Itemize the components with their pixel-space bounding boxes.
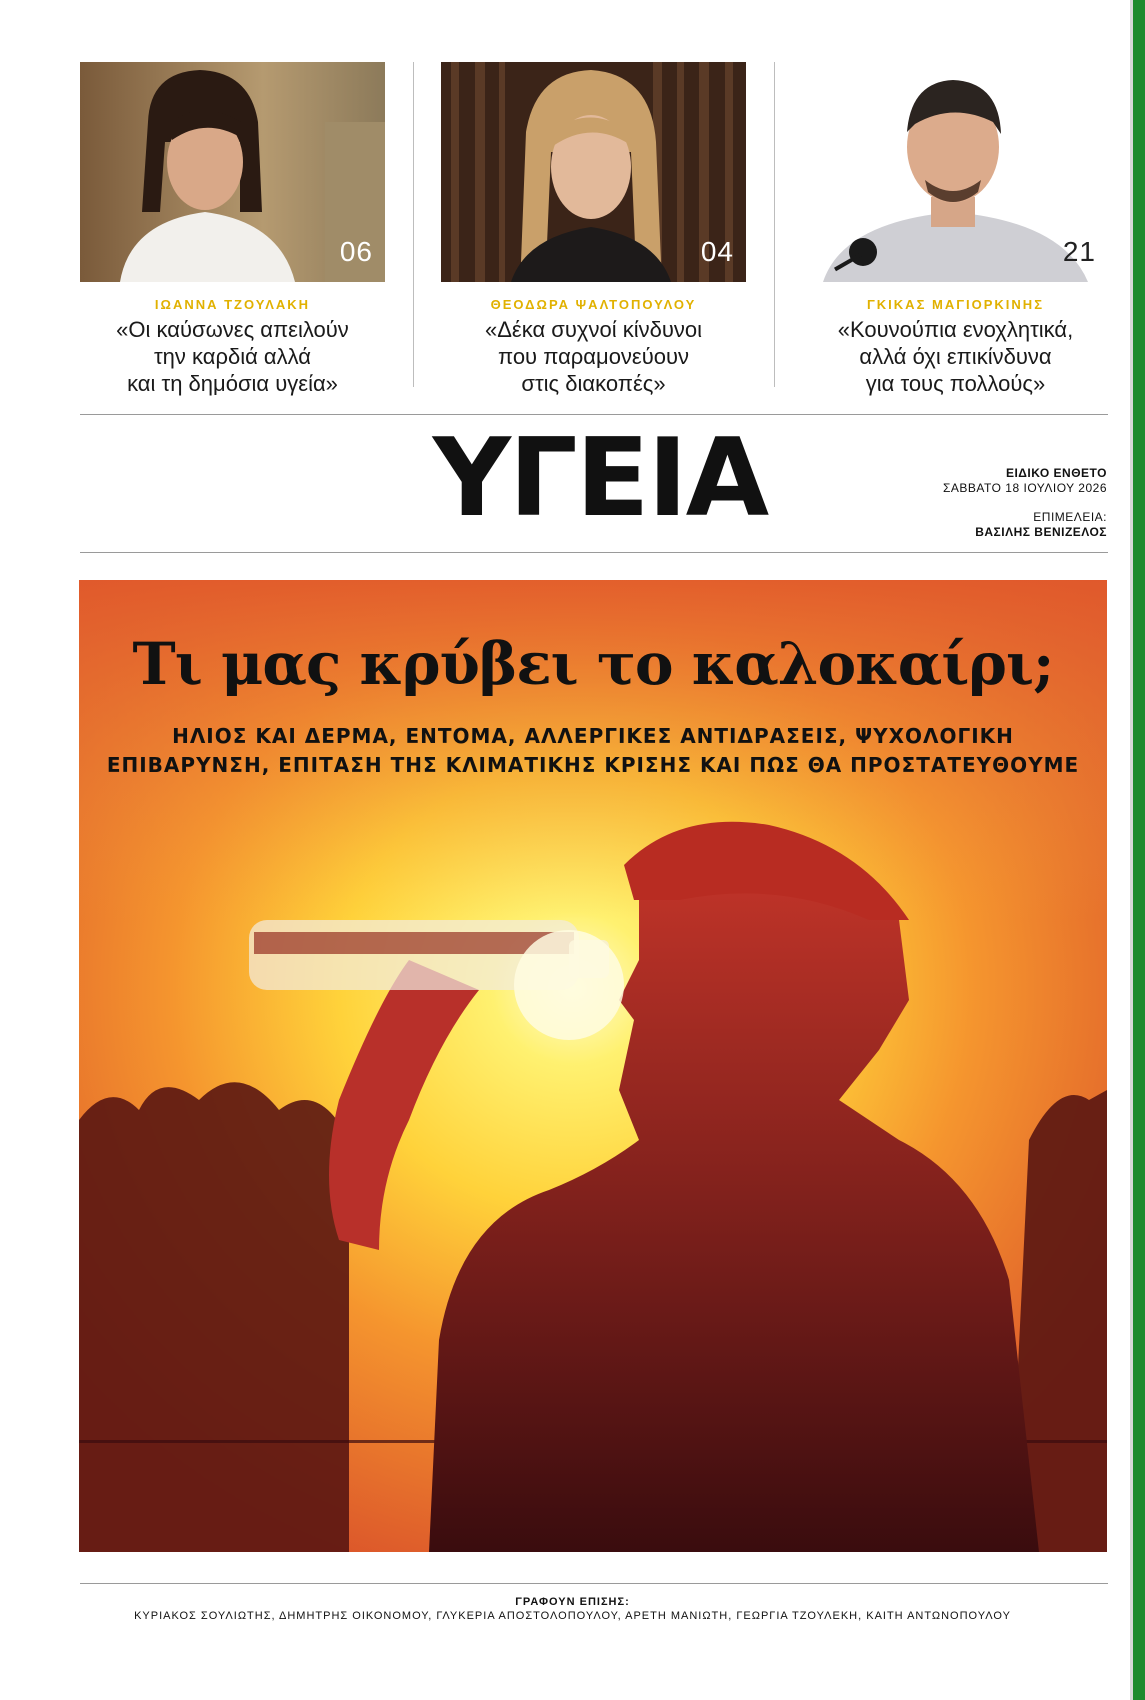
teaser-3-photo <box>803 62 1108 282</box>
hero-image[interactable] <box>79 580 1107 1552</box>
subhead-line: ΕΠΙΒΑΡΥΝΣΗ, ΕΠΙΤΑΣΗ ΤΗΣ ΚΛΙΜΑΤΙΚΗΣ ΚΡΙΣΗΣ ΚΑΙ ΠΩΣ ΘΑ ΠΡΟΣΤΑΤΕΥΘΟΥΜΕ <box>106 753 1080 777</box>
masthead-top-rule <box>80 414 1108 415</box>
contributors-list: ΚΥΡΙΑΚΟΣ ΣΟΥΛΙΩΤΗΣ, ΔΗΜΗΤΡΗΣ ΟΙΚΟΝΟΜΟΥ, ΓΛΥΚΕΡΙΑ ΑΠΟΣΤΟΛΟΠΟΥΛΟΥ, ΑΡΕΤΗ ΜΑΝΙΩΤΗ, ΓΕΩΡΓΙΑ ΤΖΟΥΛΕΚΗ, ΚΑΙΤΗ ΑΝΤΩΝΟΠΟΥΛΟΥ <box>134 1610 1011 1622</box>
contributors-label: ΓΡΑΦΟΥΝ ΕΠΙΣΗΣ: <box>515 1596 630 1608</box>
teaser-2[interactable] <box>441 62 746 396</box>
column-divider <box>774 62 775 387</box>
quote-line: «Δέκα συχνοί κίνδυνοι <box>485 317 702 342</box>
editor-name-text: ΒΑΣΙΛΗΣ ΒΕΝΙΖΕΛΟΣ <box>975 525 1107 539</box>
editor-name <box>975 525 1107 539</box>
issue-date: ΣΑΒΒΑΤΟ 18 ΙΟΥΛΙΟΥ 2026 <box>942 481 1107 495</box>
teaser-1-page-number: 06 <box>339 236 373 267</box>
teaser-3-author: ΓΚΙΚΑΣ ΜΑΓΙΟΡΚΙΝΗΣ <box>866 297 1044 312</box>
subhead-line: ΗΛΙΟΣ ΚΑΙ ΔΕΡΜΑ, ΕΝΤΟΜΑ, ΑΛΛΕΡΓΙΚΕΣ ΑΝΤΙΔΡΑΣΕΙΣ, ΨΥΧΟΛΟΓΙΚΗ <box>172 724 1014 748</box>
quote-line: και τη δημόσια υγεία» <box>127 371 338 396</box>
teaser-3-page-number: 21 <box>1062 236 1096 267</box>
section-title: ΥΓΕΙΑ <box>432 416 768 541</box>
quote-line: αλλά όχι επικίνδυνα <box>859 344 1052 369</box>
teaser-1-author: ΙΩΑΝΝΑ ΤΖΟΥΛΑΚΗ <box>154 297 311 312</box>
teaser-1[interactable] <box>80 62 385 396</box>
teaser-2-page-number: 04 <box>700 236 734 267</box>
editor-label: ΕΠΙΜΕΛΕΙΑ: <box>1033 510 1107 524</box>
teaser-2-author: ΘΕΟΔΩΡΑ ΨΑΛΤΟΠΟΥΛΟΥ <box>490 297 697 312</box>
supplement-label <box>1006 466 1107 480</box>
teaser-2-photo <box>441 62 746 282</box>
teaser-1-photo <box>80 62 385 282</box>
quote-line: «Κουνούπια ενοχλητικά, <box>837 317 1074 342</box>
quote-line: στις διακοπές» <box>521 371 666 396</box>
quote-line: «Οι καύσωνες απειλούν <box>116 317 349 342</box>
quote-line: που παραμονεύουν <box>497 344 690 369</box>
cover-headline: Τι μας κρύβει το καλοκαίρι; <box>132 630 1054 698</box>
teaser-1-quote <box>80 316 385 397</box>
supplement-text: ΕΙΔΙΚΟ ΕΝΘΕΤΟ <box>1005 466 1107 480</box>
teaser-3-quote <box>803 316 1108 397</box>
cover-subhead <box>79 722 1107 780</box>
footer-rule <box>80 1583 1108 1584</box>
teaser-2-quote <box>441 316 746 397</box>
column-divider <box>413 62 414 387</box>
teaser-3[interactable] <box>803 62 1108 396</box>
quote-line: την καρδιά αλλά <box>153 344 312 369</box>
masthead-bottom-rule <box>80 552 1108 553</box>
page-edge-strip <box>1133 0 1145 1700</box>
quote-line: για τους πολλούς» <box>865 371 1046 396</box>
